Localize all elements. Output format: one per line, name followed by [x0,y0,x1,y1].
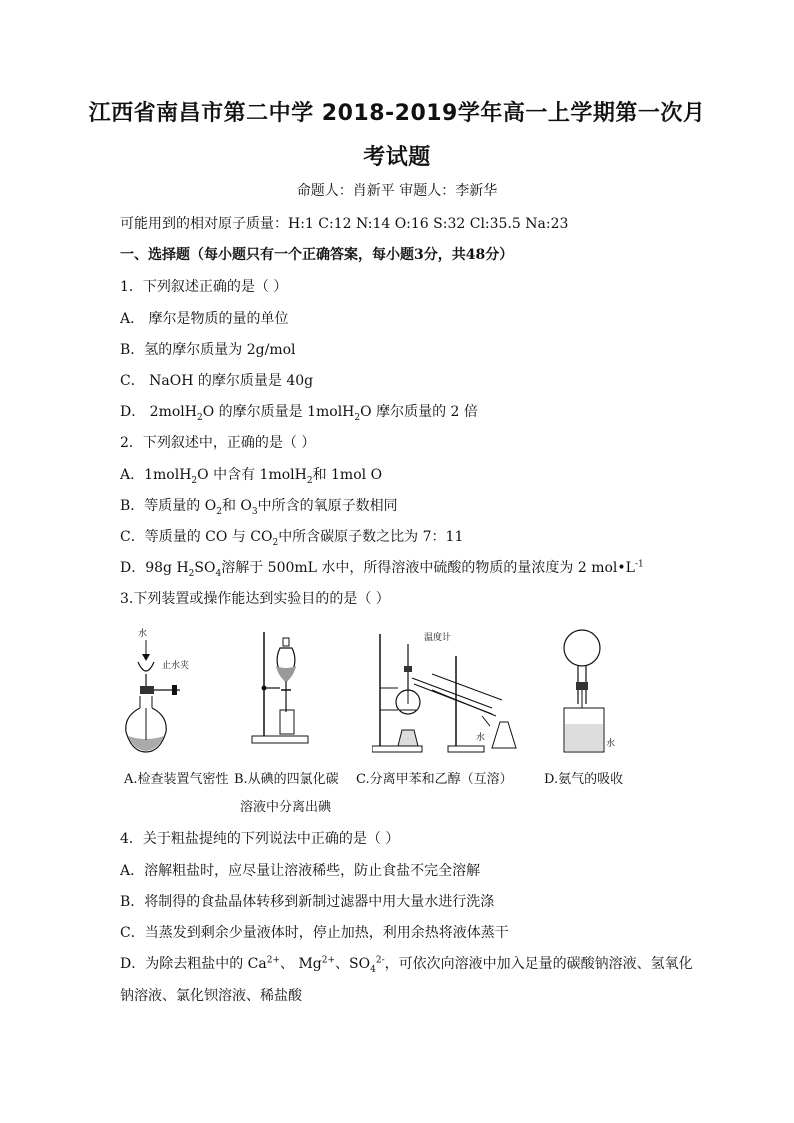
q1-option-c: C． NaOH 的摩尔质量是 40g [120,373,314,389]
q1-stem: 1．下列叙述正确的是（ ） [120,279,288,295]
q1-option-a: A． 摩尔是物质的量的单位 [120,311,289,327]
authors-line: 命题人：肖新平 审题人：李新华 [296,183,498,199]
q3-stem: 3.下列装置或操作能达到实验目的的是（ ） [120,591,390,607]
figure-a-caption: A.检查装置气密性 [124,772,229,787]
atomic-masses-line: 可能用到的相对原子质量：H:1 C:12 N:14 O:16 S:32 Cl:35.5 Na:23 [120,216,569,232]
q2-option-b: B．等质量的 $O_2$和 $O_3$中所含的氧原子数相同 [120,498,398,517]
q2-option-d: D．98g $H_2SO_4$溶解于 500mL 水中，所得溶液中硫酸的物质的量浓度为 2 $mol•L^{-1}$ [120,559,644,579]
q4-option-a: A．溶解粗盐时，应尽量让溶液稀些，防止食盐不完全溶解 [120,863,481,879]
q4-option-b: B．将制得的食盐晶体转移到新制过滤器中用大量水进行洗涤 [120,894,495,910]
section-heading: 一、选择题（每小题只有一个正确答案，每小题3分，共48分） [120,247,514,263]
q1-option-b: B．氢的摩尔质量为 2g/mol [120,342,296,358]
figure-a-clamp-label: 止水夹 [162,661,190,671]
q2-option-a: A．1molH$_2$O 中含有 1molH$_2$和 1mol O [120,467,383,486]
figure-b-separatory-funnel [250,630,320,745]
figure-c-thermometer-label: 温度计 [424,633,452,643]
figure-d-caption: D.氨气的吸收 [544,772,624,787]
page-title-line1: 江西省南昌市第二中学 2018-2019学年高一上学期第一次月 [88,101,706,126]
figure-a-water-label: 水 [138,629,148,639]
figure-c-water-label: 水 [476,733,486,743]
q2-stem: 2．下列叙述中，正确的是（ ） [120,435,316,451]
figure-d-water-label: 水 [606,739,616,749]
q4-option-d-continued: 钠溶液、氯化钡溶液、稀盐酸 [120,988,302,1004]
figure-b-caption-line1: B.从碘的四氯化碳 [234,772,339,787]
q4-stem: 4．关于粗盐提纯的下列说法中正确的是（ ） [120,831,400,847]
q4-option-c: C．当蒸发到剩余少量液体时，停止加热，利用余热将液体蒸干 [120,925,509,941]
figure-b-caption-line2: 溶液中分离出碘 [240,800,332,815]
figure-c-distillation-apparatus [372,630,522,755]
figure-d-ammonia-absorption [558,626,628,761]
q2-option-c: C．等质量的 CO 与 $CO_2$中所含碳原子数之比为 7：11 [120,529,464,548]
q1-option-d: D． 2molH$_2$O 的摩尔质量是 1molH$_2$O 摩尔质量的 2 倍 [120,404,478,423]
figure-a-airtightness-apparatus [122,624,202,759]
page-title-line2: 考试题 [363,145,431,170]
q4-option-d: D．为除去粗盐中的 $Ca^{2+}$、 $Mg^{2+}$、$SO_4^{2-}$，可依次向溶液中加入足量的碳酸钠溶液、氢氧化 [120,955,693,975]
figure-c-caption: C.分离甲苯和乙醇（互溶） [356,772,513,787]
